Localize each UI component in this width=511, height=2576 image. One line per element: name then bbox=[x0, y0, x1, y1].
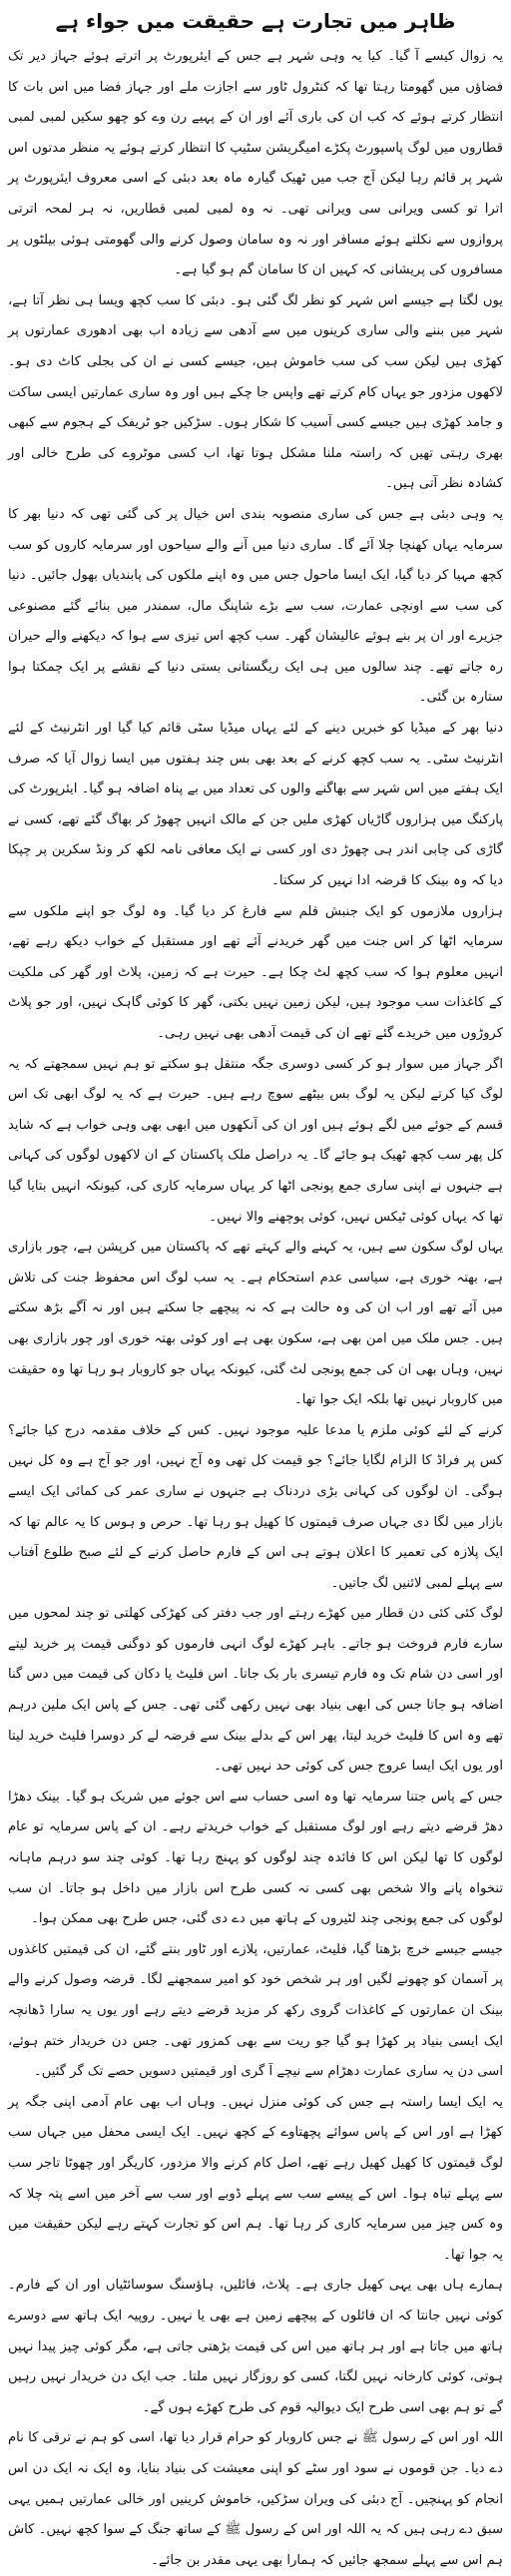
article-paragraph: ہزاروں ملازموں کو ایک جنبش قلم سے فارغ کر دیا گیا۔ وہ لوگ جو اپنے ملکوں سے سرمایہ اٹھا کر اس جنت میں گھر خریدنے آئے تھے اور مستقبل کے خواب دیکھ رہے تھے، انہیں معلوم ہوا کہ سب کچھ لٹ چکا ہے۔ حیرت ہے کہ زمین، پلاٹ اور گھر کی ملکیت کے کاغذات سب موجود ہیں، لیکن زمین نہیں بکتی، گھر کا کوئی گاہک نہیں، اور جو پلاٹ کروڑوں میں خریدے گئے تھے ان کی قیمت آدھی بھی نہیں رہی۔ bbox=[8, 903, 503, 1041]
article-paragraph: جیسے جیسے خرچ بڑھتا گیا، فلیٹ، عمارتیں، پلازے اور ٹاور بنتے گئے، ان کی قیمتیں کاغذوں پر آسمان کو چھونے لگیں اور ہر شخص خود کو امیر سمجھنے لگا۔ قرضہ وصول کرنے والے بینک ان عمارتوں کے کاغذات گروی رکھ کر مزید قرضے دیتے رہے اور یوں یہ سارا ڈھانچہ ایک ایسی بنیاد پر کھڑا ہو گیا جو ریت سے بھی کمزور تھی۔ جس دن خریدار ختم ہوئے، اسی دن یہ ساری عمارت دھڑام سے نیچے آ گری اور قیمتیں دسویں حصے تک گر گئیں۔ bbox=[8, 1941, 503, 2080]
article-paragraph: یہ زوال کیسے آ گیا۔ کیا یہ وہی شہر ہے جس کے ایئرپورٹ پر اترتے ہوئے جہاز دیر تک فضاؤں میں گھومتا رہتا تھا کہ کنٹرول ٹاور سے اجازت ملے اور جہاز فضا میں اس بات کا انتظار کرتے ہوئے کہ کب ان کی باری آئے اور ان کے پہیے رن وے کو چھو سکیں لمبی لمبی قطاروں میں لوگ پاسپورٹ پکڑے امیگریشن سٹیپ کا انتظار کرتے ہوئے یہ منظر مدتوں اس شہر پر قائم رہا لیکن آج جب میں ٹھیک گیارہ ماہ بعد دبئی کے اسی معروف ایئرپورٹ پر اترا تو کسی ویرانی سی ویرانی تھی۔ نہ وہ لمبی لمبی قطاریں، نہ ہر لمحہ اترتی پروازوں سے نکلتے ہوئے مسافر اور نہ وہ سامان وصول کرنے والی گھومتی ہوئی بیلٹوں پر مسافروں کی پریشانی کہ کہیں ان کا سامان گم ہو گیا ہے۔ bbox=[8, 49, 503, 278]
article-paragraph: یوں لگتا ہے جیسے اس شہر کو نظر لگ گئی ہو۔ دبئی کا سب کچھ ویسا ہی نظر آتا ہے، شہر میں بننے والی ساری کرینوں میں سے آدھی سے زیادہ اب بھی ادھوری عمارتوں پر کھڑی ہیں لیکن سب کی سب خاموش ہیں، جیسے کسی نے ان کی بجلی کاٹ دی ہو۔ لاکھوں مزدور جو یہاں کام کرتے تھے واپس جا چکے ہیں اور وہ ساری عمارتیں ایسی ساکت و جامد کھڑی ہیں جیسے کسی آسیب کا شکار ہوں۔ سڑکیں جو ٹریفک کے ہجوم سے کبھی بھری رہتی تھیں کہ راستہ ملنا مشکل ہوتا تھا، اب کسی موٹروے کی طرح خالی اور کشادہ نظر آتی ہیں۔ bbox=[8, 292, 503, 492]
article-paragraph: یہ ایک ایسا راستہ ہے جس کی کوئی منزل نہیں۔ وہاں اب بھی عام آدمی اپنی جگہ پر کھڑا ہے اور اس کے پاس سوائے پچھتاوے کے کچھ نہیں۔ ایک ایسی محفل میں جہاں سب لوگ قیمتوں کا کھیل کھیل رہے تھے، اصل کام کرنے والا مزدور، کاریگر اور چھوٹا تاجر سب سے پہلے تباہ ہوا۔ اس کے پیسے سب سے پہلے ڈوبے اور سب سے آخر میں اسے پتہ چلا کہ وہ کس چیز میں سرمایہ کاری کر رہا تھا۔ ہم اس کو تجارت کہتے رہے لیکن حقیقت میں یہ جوا تھا۔ bbox=[8, 2094, 503, 2263]
article-body bbox=[8, 42, 503, 2576]
article-paragraph: دنیا بھر کے میڈیا کو خبریں دینے کے لئے یہاں میڈیا سٹی قائم کیا گیا اور انٹرنیٹ کے لئے انٹرنیٹ سٹی۔ یہ سب کچھ کرنے کے بعد بھی بس چند ہفتوں میں ایسا زوال آیا کہ صرف ایک ہفتے میں اس شہر سے بھاگنے والوں کی تعداد میں بے پناہ اضافہ ہو گیا۔ ایئرپورٹ کی پارکنگ میں ہزاروں گاڑیاں کھڑی ملیں جن کے مالک انہیں چھوڑ کر بھاگ گئے تھے، کسی نے گاڑی کی چابی اندر ہی چھوڑ دی اور کسی نے ایک معافی نامہ لکھ کر ونڈ سکرین پر چپکا دیا کہ وہ بینک کا قرضہ ادا نہیں کر سکتا۔ bbox=[8, 721, 503, 889]
article-paragraph: اللہ اور اس کے رسول ﷺ نے جس کاروبار کو حرام قرار دیا تھا، اسی کو ہم نے ترقی کا نام دے دیا۔ جن قوموں نے سود اور سٹے کو اپنی معیشت کی بنیاد بنایا، وہ ایک نہ ایک دن اس انجام کو پہنچیں۔ آج دبئی کی ویران سڑکیں، خاموش کرینیں اور خالی عمارتیں ہمیں یہی سبق دے رہی ہیں کہ یہ اللہ اور اس کے رسول ﷺ کے ساتھ جنگ کے سوا کچھ نہیں۔ کاش ہم اس سے پہلے سمجھ جائیں کہ ہمارا بھی یہی مقدر بن جائے۔ bbox=[8, 2430, 503, 2568]
article-paragraph: کرنے کے لئے کوئی ملزم یا مدعا علیہ موجود نہیں۔ کس کے خلاف مقدمہ درج کیا جائے؟ کس پر فراڈ کا الزام لگایا جائے؟ جو قیمت کل تھی وہ آج نہیں، اور جو آج ہے وہ کل نہیں ہوگی۔ ان لوگوں کی کہانی بڑی دردناک ہے جنہوں نے ساری عمر کی کمائی ایک ایسے بازار میں لگا دی جہاں صرف قیمتوں کا کھیل ہو رہا تھا۔ حرص و ہوس کا یہ عالم تھا کہ ایک پلازہ کی تعمیر کا اعلان ہوتے ہی اس کے فارم حاصل کرنے کے لئے صبح طلوع آفتاب سے پہلے لمبی لائنیں لگ جاتیں۔ bbox=[8, 1422, 503, 1591]
article-paragraph: ہمارے ہاں بھی یہی کھیل جاری ہے۔ پلاٹ، فائلیں، ہاؤسنگ سوسائٹیاں اور ان کے فارم۔ کوئی نہیں جانتا کہ ان فائلوں کے پیچھے زمین ہے بھی یا نہیں۔ روپیہ ایک ہاتھ سے دوسرے ہاتھ میں جاتا ہے اور ہر ہاتھ میں اس کی قیمت بڑھتی جاتی ہے، مگر کوئی چیز پیدا نہیں ہوتی، کوئی کارخانہ نہیں لگتا، کسی کو روزگار نہیں ملتا۔ جب ایک دن خریدار نہیں رہیں گے تو ہم بھی اسی طرح ایک دیوالیہ قوم کی طرح کھڑے ہوں گے۔ bbox=[8, 2278, 503, 2415]
article-paragraph: لوگ کئی کئی دن قطار میں کھڑے رہتے اور جب دفتر کی کھڑکی کھلتی تو چند لمحوں میں سارے فارم فروخت ہو جاتے۔ باہر کھڑے لوگ انہی فارموں کو دوگنی قیمت پر خرید لیتے اور اسی دن شام تک وہ فارم تیسری بار بک جاتا۔ اس فلیٹ یا دکان کی قیمت میں دس گنا اضافہ ہو جاتا جس کی ابھی بنیاد بھی نہیں رکھی گئی تھی۔ جس کے پاس ایک ملین درہم تھے وہ اس کا فلیٹ خرید لیتا، پھر اس کے بدلے بینک سے قرضہ لے کر دوسرا فلیٹ خرید لیتا اور یوں ایک ایسا عروج جس کی کوئی حد نہیں تھی۔ bbox=[8, 1606, 503, 1775]
article-paragraph: اگر جہاز میں سوار ہو کر کسی دوسری جگہ منتقل ہو سکتے تو ہم نہیں سمجھتے کہ یہ لوگ کیا کرتے لیکن یہ لوگ بس بیٹھے سوچ رہے ہیں۔ حیرت ہے کہ یہ لوگ ابھی تک اس قسم کے جوئے میں لگے ہوئے ہیں اور ان کی آنکھوں میں ابھی بھی وہی خواب ہے کہ شاید کل پھر سب کچھ ٹھیک ہو جائے گا۔ یہ دراصل ملک پاکستان کے ان لاکھوں لوگوں کی کہانی ہے جنہوں نے اپنی ساری جمع پونجی اٹھا کر یہاں سرمایہ کاری کی، کیونکہ انہیں بتایا گیا تھا کہ یہاں کوئی ٹیکس نہیں، کوئی پوچھنے والا نہیں۔ bbox=[8, 1056, 503, 1225]
article-headline: ظاہر میں تجارت ہے حقیقت میں جواء ہے bbox=[55, 9, 456, 33]
article-paragraph: جس کے پاس جتنا سرمایہ تھا وہ اسی حساب سے اس جوئے میں شریک ہو گیا۔ بینک دھڑا دھڑ قرضے دیتے رہے اور لوگ مستقبل کے خواب خریدتے رہے۔ ان کے پاس سرمایہ تو عام لوگوں کا تھا لیکن اس کا فائدہ چند لوگوں کو پہنچ رہا تھا۔ کوئی چند سو درہم ماہانہ تنخواہ پانے والا شخص بھی کسی نہ کسی طرح اس بازار میں داخل ہو جاتا۔ ان سب لوگوں کی جمع پونجی چند لٹیروں کے ہاتھ میں دے دی گئی، جس طرح بھی ممکن ہوا۔ bbox=[8, 1789, 503, 1927]
article-paragraph: یہ وہی دبئی ہے جس کی ساری منصوبہ بندی اس خیال پر کی گئی تھی کہ دنیا بھر کا سرمایہ یہاں کھنچا چلا آئے گا۔ ساری دنیا میں آنے والے سیاحوں اور سرمایہ کاروں کو سب کچھ مہیا کر دیا گیا، ایک ایسا ماحول جس میں وہ اپنے ملکوں کی پابندیاں بھول جائیں۔ دنیا کی سب سے اونچی عمارت، سب سے بڑے شاپنگ مال، سمندر میں بنائے گئے مصنوعی جزیرے اور ان پر بنے ہوئے عالیشان گھر۔ سب کچھ اس تیزی سے ہوا کہ دیکھنے والے حیران رہ جاتے تھے۔ چند سالوں میں ہی ایک ریگستانی بستی دنیا کے نقشے پر ایک چمکتا ہوا ستارہ بن گئی۔ bbox=[8, 506, 503, 706]
article-paragraph: یہاں لوگ سکون سے ہیں، یہ کہنے والے کہتے تھے کہ پاکستان میں کرپشن ہے، چور بازاری ہے، بھتہ خوری ہے، سیاسی عدم استحکام ہے۔ یہ سب لوگ اس محفوظ جنت کی تلاش میں آئے تھے اور اب ان کی وہ حالت ہے کہ نہ پیچھے جا سکتے ہیں اور نہ آگے بڑھ سکتے ہیں۔ جس ملک میں امن بھی ہے، سکون بھی ہے اور کوئی بھتہ خوری اور چور بازاری بھی نہیں، وہاں بھی ان کی جمع پونجی لٹ گئی، کیونکہ یہاں جو کاروبار ہو رہا تھا وہ حقیقت میں کاروبار نہیں تھا بلکہ ایک جوا تھا۔ bbox=[8, 1240, 503, 1408]
